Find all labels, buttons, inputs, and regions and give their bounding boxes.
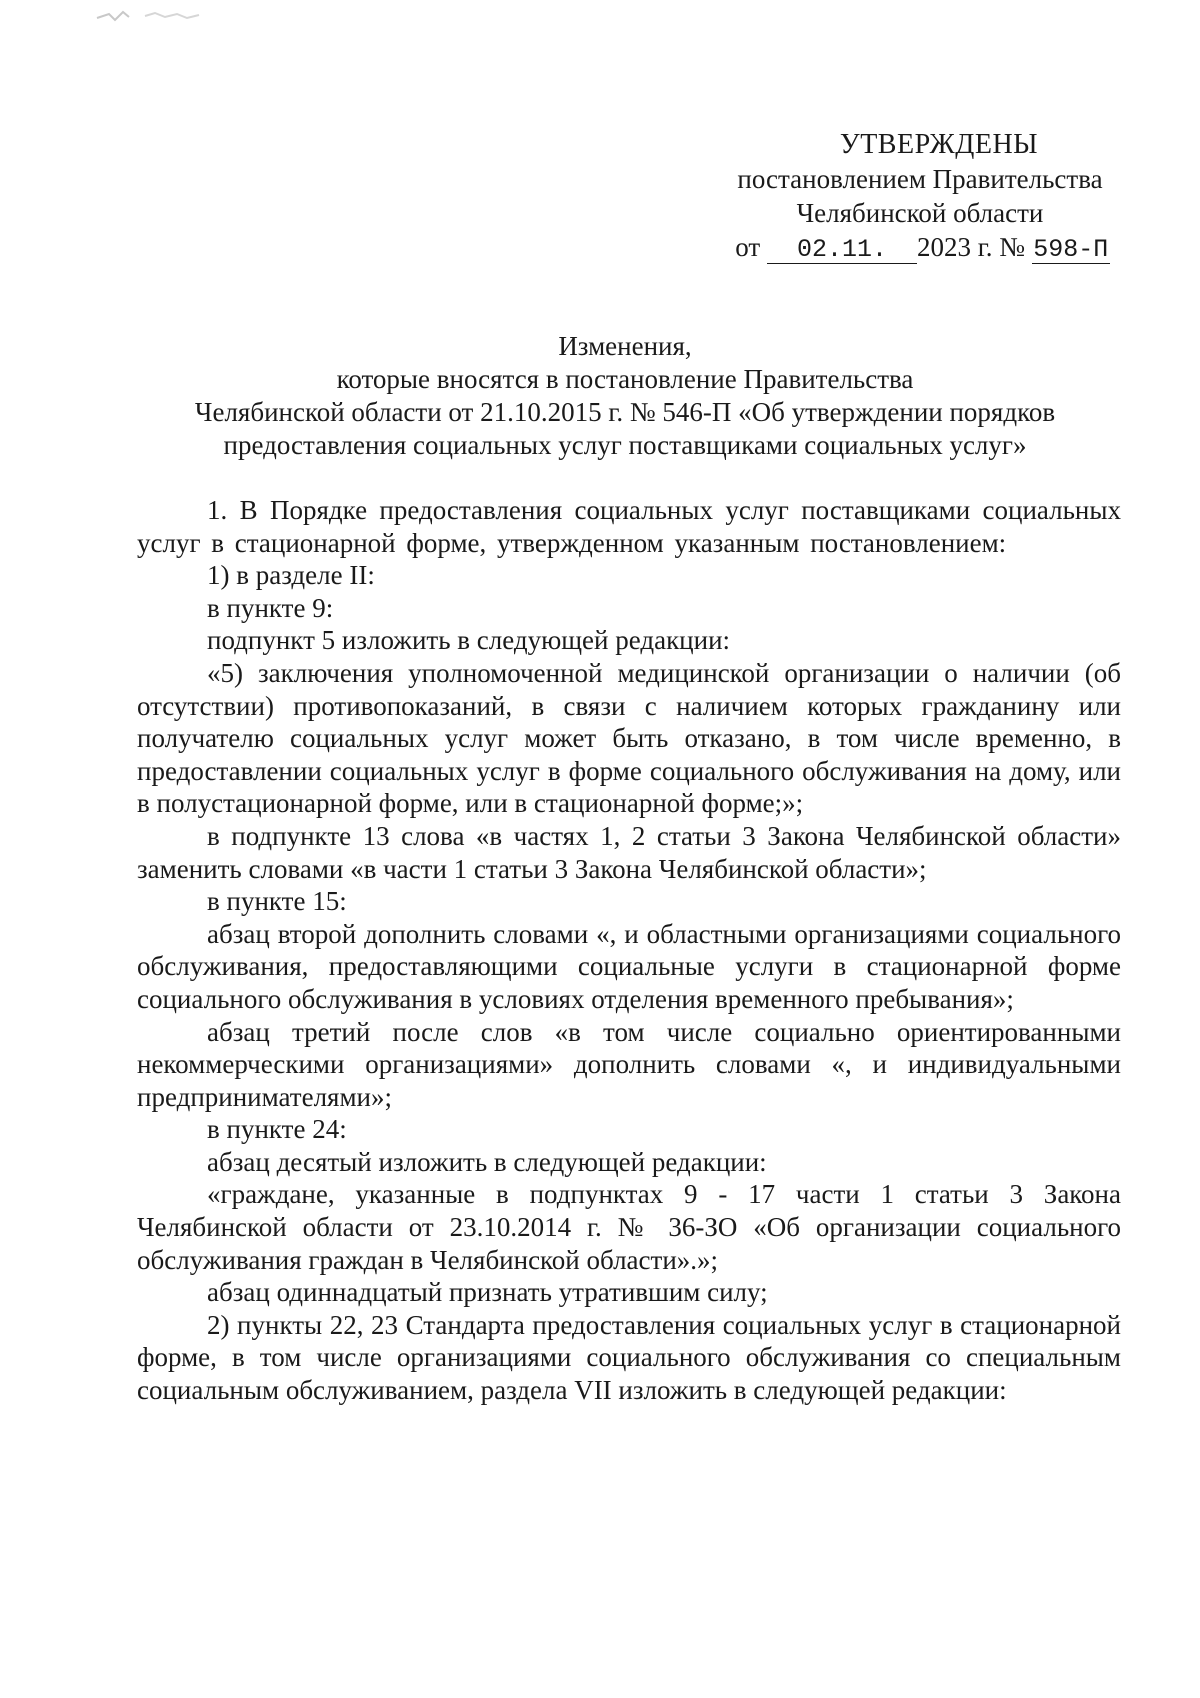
title-line-2: которые вносятся в постановление Правительства [336, 364, 914, 394]
approval-stamp-block [720, 128, 1120, 264]
paragraph: абзац десятый изложить в следующей редакции: [207, 1146, 767, 1177]
title-line-3: Челябинской области от 21.10.2015 г. № 546-П «Об утверждении порядков [194, 397, 1056, 427]
paragraph: 1) в разделе II: [207, 560, 375, 591]
approval-date-line [720, 230, 1120, 264]
approval-line-region: Челябинской области [796, 198, 1044, 228]
document-title [130, 330, 1120, 462]
approval-heading: УТВЕРЖДЕНЫ [839, 129, 1039, 160]
handwritten-date: 02.11. [767, 237, 917, 264]
paragraph: «граждане, указанные в подпунктах 9 - 17 части 1 статьи 3 Закона Челябинской области от 23.10.2014 г. № 36-ЗО «Об организации социального обслуживания граждан в Челябинской области».»; [137, 1179, 1121, 1275]
paragraph: «5) заключения уполномоченной медицинской организации о наличии (об отсутствии) противопоказаний, в связи с наличием которых гражданину или получателю социальных услуг может быть отказано, в том числе временно, в предоставлении социальных услуг в форме социального обслуживания на дому, или в полустационарной форме, или в стационарной форме;»; [137, 657, 1121, 819]
paragraph: 2) пункты 22, 23 Стандарта предоставления социальных услуг в стационарной форме, в том числе организациями социального обслуживания со специальным социальным обслуживанием, раздела VII изложить в следующей редакции: [137, 1309, 1121, 1406]
paragraph: подпункт 5 изложить в следующей редакции: [207, 625, 731, 656]
approval-line-resolution: постановлением Правительства [737, 164, 1103, 194]
title-line-4: предоставления социальных услуг поставщиками социальных услуг» [223, 430, 1027, 460]
scan-artifact-mark [95, 8, 205, 26]
paragraph: в пункте 24: [207, 1114, 347, 1145]
handwritten-number: 598-П [1033, 235, 1109, 264]
year-and-number-label: 2023 г. № [916, 232, 1025, 262]
paragraph: в пункте 15: [207, 886, 347, 917]
paragraph: абзац одиннадцатый признать утратившим силу; [207, 1277, 768, 1308]
document-body [137, 494, 1121, 1407]
paragraph: 1. В Порядке предоставления социальных услуг поставщиками социальных услуг в стационарной форме, утвержденном указанным постановлением: [137, 495, 1121, 558]
date-prefix: от [735, 232, 761, 262]
paragraph: абзац третий после слов «в том числе социально ориентированными некоммерческими организациями» дополнить словами «, и индивидуальными предпринимателями»; [137, 1016, 1121, 1112]
title-line-1: Изменения, [558, 331, 692, 361]
paragraph: абзац второй дополнить словами «, и областными организациями социального обслуживания, предоставляющими социальные услуги в стационарной форме социального обслуживания в условиях отделения временного пребывания»; [137, 918, 1121, 1014]
paragraph: в пункте 9: [207, 592, 334, 623]
paragraph: в подпункте 13 слова «в частях 1, 2 статьи 3 Закона Челябинской области» заменить словами «в части 1 статьи 3 Закона Челябинской области»; [137, 820, 1121, 884]
